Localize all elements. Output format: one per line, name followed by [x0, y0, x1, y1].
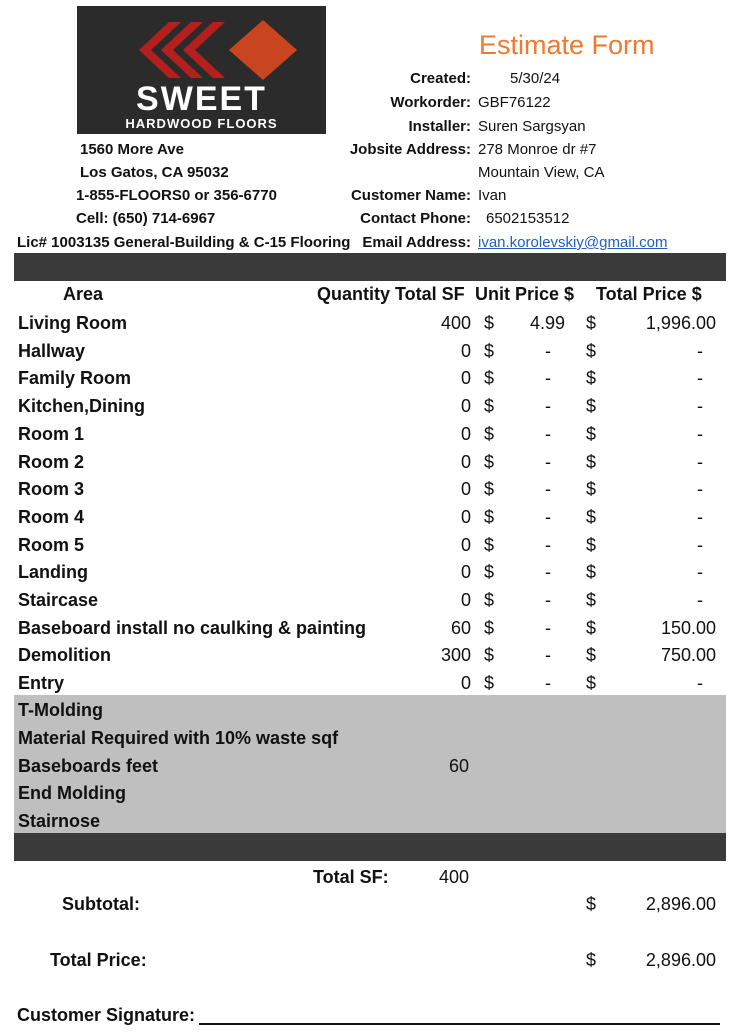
- row-unit-price: -: [545, 368, 551, 389]
- logo-chevrons-icon: [77, 6, 326, 86]
- row-total-price: 1,996.00: [645, 313, 716, 333]
- row-total-currency: $: [586, 396, 597, 417]
- row-unit-price: -: [545, 340, 551, 361]
- company-phone: 1-855-FLOORS0 or 356-6770: [76, 187, 277, 204]
- header-quantity: Quantity Total SF: [317, 284, 465, 304]
- row-unit-price: -: [545, 673, 551, 694]
- row-unit-currency: $: [484, 313, 495, 333]
- row-quantity: 0: [460, 673, 471, 694]
- row-area: Room 1: [18, 423, 85, 444]
- row-unit-currency: $: [484, 673, 495, 694]
- row-total-price: -: [697, 534, 703, 555]
- company-city: Los Gatos, CA 95032: [80, 164, 229, 181]
- row-total-price: -: [697, 590, 703, 610]
- header-area: Area: [63, 284, 104, 304]
- row-total-price: -: [697, 368, 703, 389]
- signature-line[interactable]: [199, 1023, 720, 1025]
- row-quantity: 0: [460, 562, 471, 583]
- jobsite-label: Jobsite Address:: [349, 141, 471, 158]
- row-unit-currency: $: [484, 340, 495, 361]
- row-total-price: -: [697, 673, 703, 694]
- created-label: Created:: [410, 70, 471, 87]
- row-unit-currency: $: [484, 506, 495, 527]
- row-total-price: 750.00: [660, 645, 716, 666]
- form-title: Estimate Form: [479, 30, 655, 60]
- table-row: [0, 396, 735, 423]
- material-label: T-Molding: [18, 700, 103, 720]
- row-quantity: 0: [460, 340, 471, 361]
- table-row: [0, 618, 735, 645]
- workorder-value: GBF76122: [478, 94, 551, 111]
- row-total-currency: $: [586, 534, 597, 555]
- row-area: Family Room: [18, 368, 132, 389]
- currency-sign: $: [586, 950, 597, 970]
- company-cell: Cell: (650) 714-6967: [76, 210, 216, 227]
- row-total-price: -: [697, 340, 703, 361]
- currency-sign: $: [586, 894, 597, 914]
- row-total-currency: $: [586, 673, 597, 694]
- row-unit-price: -: [545, 479, 551, 500]
- material-value: 60: [449, 756, 470, 776]
- row-unit-price: -: [545, 451, 551, 472]
- row-total-currency: $: [586, 590, 597, 610]
- row-area: Demolition: [18, 645, 111, 666]
- total-sf-value: 400: [439, 867, 470, 887]
- row-area: Landing: [18, 562, 88, 583]
- row-total-currency: $: [586, 506, 597, 527]
- table-row: [0, 562, 735, 589]
- logo-word: SWEET: [136, 80, 267, 118]
- row-quantity: 0: [460, 534, 471, 555]
- row-total-price: 150.00: [660, 617, 716, 638]
- row-total-price: -: [697, 396, 703, 417]
- created-value: 5/30/24: [510, 70, 561, 87]
- row-total-price: -: [697, 479, 703, 500]
- row-quantity: 0: [460, 396, 471, 417]
- contact-phone-value: 6502153512: [486, 210, 570, 227]
- customer-name-label: Customer Name:: [350, 187, 471, 204]
- row-total-currency: $: [586, 423, 597, 444]
- total-sf-label: Total SF:: [313, 867, 389, 887]
- row-unit-currency: $: [484, 590, 495, 610]
- row-area: Room 2: [18, 451, 85, 472]
- row-total-price: -: [697, 506, 703, 527]
- subtotal-label: Subtotal:: [62, 894, 140, 914]
- table-row: [0, 368, 735, 395]
- row-quantity: 0: [460, 368, 471, 389]
- row-unit-currency: $: [484, 368, 495, 389]
- header-band: [14, 253, 726, 281]
- row-unit-price: -: [545, 534, 551, 555]
- row-unit-price: -: [545, 562, 551, 583]
- workorder-label: Workorder:: [390, 94, 471, 111]
- row-quantity: 0: [460, 590, 471, 610]
- row-unit-price: -: [545, 645, 551, 666]
- table-row: [0, 590, 735, 617]
- row-quantity: 0: [460, 506, 471, 527]
- company-logo: [77, 6, 326, 134]
- table-row: [0, 535, 735, 562]
- row-unit-price: -: [545, 617, 551, 638]
- material-label: End Molding: [18, 783, 126, 803]
- table-row: [0, 424, 735, 451]
- row-area: Hallway: [18, 340, 86, 361]
- company-license: Lic# 1003135 General-Building & C-15 Flooring: [17, 234, 351, 251]
- company-street: 1560 More Ave: [80, 141, 184, 158]
- row-area: Room 3: [18, 479, 85, 500]
- row-area: Baseboard install no caulking & painting: [18, 617, 367, 638]
- row-unit-currency: $: [484, 562, 495, 583]
- email-link[interactable]: ivan.korolevskiy@gmail.com: [478, 234, 668, 251]
- row-total-currency: $: [586, 617, 597, 638]
- row-area: Kitchen,Dining: [18, 396, 145, 417]
- row-total-currency: $: [586, 368, 597, 389]
- row-unit-currency: $: [484, 479, 495, 500]
- row-area: Living Room: [18, 313, 127, 333]
- table-row: [0, 341, 735, 368]
- total-price-value: 2,896.00: [645, 950, 716, 970]
- total-price-label: Total Price:: [50, 950, 147, 970]
- row-total-currency: $: [586, 645, 597, 666]
- header-unit-price: Unit Price $: [475, 284, 575, 304]
- row-unit-currency: $: [484, 451, 495, 472]
- footer-band: [14, 833, 726, 861]
- row-total-currency: $: [586, 451, 597, 472]
- installer-value: Suren Sargsyan: [478, 118, 586, 135]
- table-row: [0, 452, 735, 479]
- row-total-price: -: [697, 562, 703, 583]
- row-unit-currency: $: [484, 534, 495, 555]
- email-label: Email Address:: [362, 234, 471, 251]
- row-unit-currency: $: [484, 423, 495, 444]
- row-total-price: -: [697, 423, 703, 444]
- row-area: Entry: [18, 673, 65, 694]
- row-area: Room 5: [18, 534, 85, 555]
- row-total-currency: $: [586, 340, 597, 361]
- row-unit-currency: $: [484, 645, 495, 666]
- row-area: Staircase: [18, 590, 99, 610]
- jobsite-value-line2: Mountain View, CA: [478, 164, 605, 181]
- material-label: Baseboards feet: [18, 756, 159, 776]
- row-unit-currency: $: [484, 396, 495, 417]
- row-total-currency: $: [586, 479, 597, 500]
- installer-label: Installer:: [408, 118, 471, 135]
- row-unit-price: -: [545, 506, 551, 527]
- subtotal-value: 2,896.00: [645, 894, 716, 914]
- row-unit-currency: $: [484, 617, 495, 638]
- contact-phone-label: Contact Phone:: [360, 210, 471, 227]
- header-total-price: Total Price $: [596, 284, 702, 304]
- logo-subtitle: HARDWOOD FLOORS: [125, 116, 278, 131]
- row-quantity: 60: [450, 617, 471, 638]
- row-quantity: 0: [460, 479, 471, 500]
- row-unit-price: 4.99: [529, 313, 565, 333]
- table-row: [0, 313, 735, 340]
- customer-name-value: Ivan: [478, 187, 507, 204]
- row-unit-price: -: [545, 396, 551, 417]
- table-row: [0, 479, 735, 506]
- row-area: Room 4: [18, 506, 85, 527]
- row-quantity: 400: [440, 313, 471, 333]
- row-quantity: 300: [440, 645, 471, 666]
- table-row: [0, 507, 735, 534]
- row-total-currency: $: [586, 313, 597, 333]
- signature-label: Customer Signature:: [17, 1005, 196, 1025]
- row-quantity: 0: [460, 451, 471, 472]
- material-label: Material Required with 10% waste sqf: [18, 728, 339, 748]
- jobsite-value-line1: 278 Monroe dr #7: [478, 141, 597, 158]
- row-quantity: 0: [460, 423, 471, 444]
- row-total-price: -: [697, 451, 703, 472]
- row-total-currency: $: [586, 562, 597, 583]
- row-unit-price: -: [545, 590, 551, 610]
- table-row: [0, 645, 735, 672]
- material-label: Stairnose: [18, 811, 101, 831]
- row-unit-price: -: [545, 423, 551, 444]
